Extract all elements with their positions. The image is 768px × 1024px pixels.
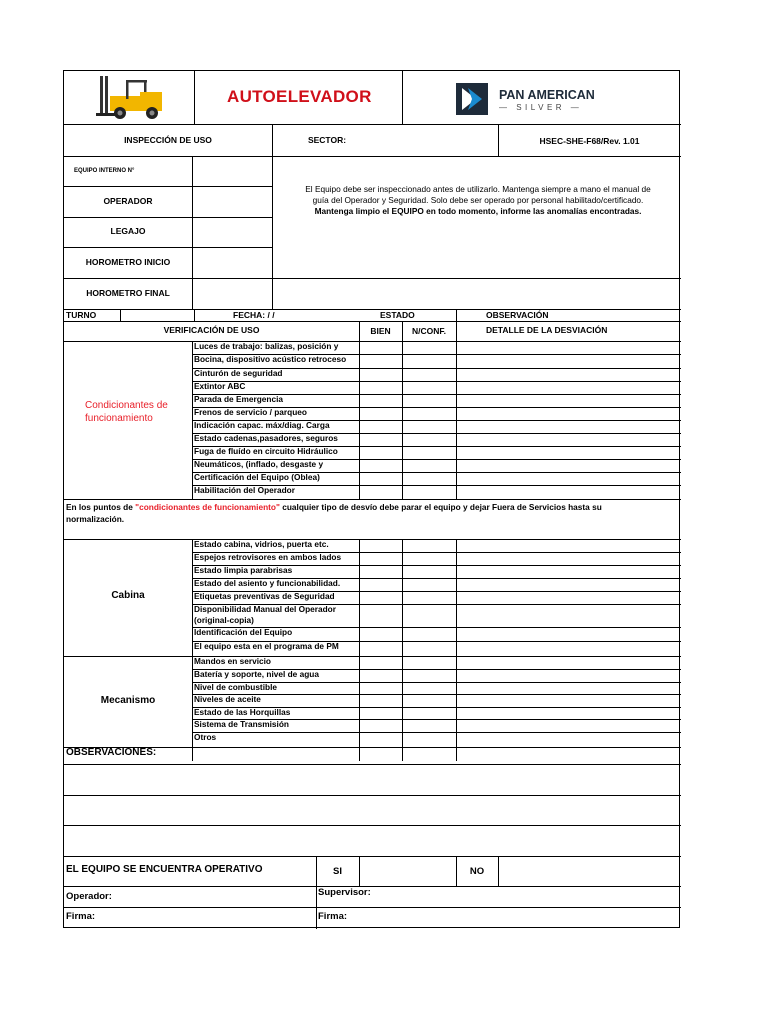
inspection-form bbox=[63, 70, 680, 928]
form-title: AUTOELEVADOR bbox=[227, 87, 372, 106]
forklift-icon bbox=[96, 76, 168, 120]
horometro-final-field[interactable] bbox=[192, 279, 272, 309]
mecanismo-item: Nivel de combustible bbox=[194, 683, 277, 692]
legajo-label: LEGAJO bbox=[110, 226, 146, 236]
firma-supervisor-field[interactable] bbox=[356, 908, 681, 929]
observaciones-line-3[interactable] bbox=[64, 826, 681, 856]
mecanismo-section-label: Mecanismo bbox=[100, 695, 156, 706]
cabina-item: El equipo esta en el programa de PM bbox=[194, 642, 339, 651]
turno-label: TURNO bbox=[66, 310, 97, 320]
cabina-item: Estado cabina, vidrios, puerta etc. bbox=[194, 540, 329, 549]
estado-label: ESTADO bbox=[380, 310, 415, 320]
legajo-field[interactable] bbox=[192, 218, 272, 247]
operador-sign-label: Operador: bbox=[66, 891, 112, 902]
condicionantes-item: Parada de Emergencia bbox=[194, 395, 284, 404]
no-label: NO bbox=[469, 866, 485, 877]
brand-name: PAN AMERICAN bbox=[499, 88, 595, 102]
condicionantes-item: Extintor ABC bbox=[194, 382, 246, 391]
no-checkbox[interactable] bbox=[499, 857, 681, 886]
form-code: HSEC-SHE-F68/Rev. 1.01 bbox=[539, 136, 640, 146]
condicionantes-item: Bocina, dispositivo acústico retroceso bbox=[194, 355, 347, 364]
mecanismo-item: Estado de las Horquillas bbox=[194, 708, 291, 717]
cabina-section-label: Cabina bbox=[111, 590, 145, 601]
condicionantes-item: Fuga de fluído en circuito Hidráulico bbox=[194, 447, 338, 456]
condicionantes-item: Habilitación del Operador bbox=[194, 486, 295, 495]
operador-field[interactable] bbox=[192, 187, 272, 217]
condicionantes-item: Frenos de servicio / parqueo bbox=[194, 408, 307, 417]
cabina-item: Estado limpia parabrisas bbox=[194, 566, 293, 575]
firma-supervisor-label: Firma: bbox=[318, 911, 348, 922]
observacion-label: OBSERVACIÓN bbox=[486, 310, 549, 320]
horometro-inicio-field[interactable] bbox=[192, 248, 272, 278]
cabina-item: Identificación del Equipo bbox=[194, 628, 293, 637]
mecanismo-item: Mandos en servicio bbox=[194, 657, 272, 666]
condicionantes-item: Neumáticos, (inflado, desgaste y bbox=[194, 460, 324, 469]
inspection-label: INSPECCIÓN DE USO bbox=[124, 135, 212, 145]
detalle-label: DETALLE DE LA DESVIACIÓN bbox=[486, 325, 608, 335]
cabina-item: Espejos retrovisores en ambos lados bbox=[194, 553, 342, 562]
observaciones-label: OBSERVACIONES: bbox=[66, 747, 157, 758]
horometro-inicio-label: HOROMETRO INICIO bbox=[85, 257, 171, 267]
condicionantes-section-label: Condicionantes de funcionamiento bbox=[85, 400, 168, 424]
verificacion-label: VERIFICACIÓN DE USO bbox=[163, 325, 260, 335]
operador-label: OPERADOR bbox=[103, 196, 153, 206]
horometro-final-label: HOROMETRO FINAL bbox=[86, 288, 170, 298]
condicionantes-item: Estado cadenas,pasadores, seguros bbox=[194, 434, 338, 443]
warning-note: En los puntos de "condicionantes de funcionamiento" cualquier tipo de desvío debe parar el equipo y dejar Fuera de Servicios hasta su normalización. bbox=[66, 502, 602, 525]
nconf-label: N/CONF. bbox=[412, 326, 446, 336]
cabina-item: Etiquetas preventivas de Seguridad bbox=[194, 592, 335, 601]
si-checkbox[interactable] bbox=[360, 857, 456, 886]
condicionantes-item: Indicación capac. máx/diag. Carga bbox=[194, 421, 330, 430]
brand-subtitle: — SILVER — bbox=[499, 103, 583, 112]
firma-operador-label: Firma: bbox=[66, 911, 96, 922]
observaciones-line-1[interactable] bbox=[64, 765, 681, 795]
supervisor-sign-label: Supervisor: bbox=[318, 887, 371, 898]
mecanismo-item: Sistema de Transmisión bbox=[194, 720, 289, 729]
cabina-item: (original-copia) bbox=[194, 616, 254, 625]
sector-label: SECTOR: bbox=[307, 135, 347, 145]
condicionantes-item: Certificación del Equipo (Oblea) bbox=[194, 473, 320, 482]
supervisor-sign-field[interactable] bbox=[382, 887, 681, 907]
operador-sign-field[interactable] bbox=[124, 887, 316, 907]
firma-operador-field[interactable] bbox=[104, 908, 316, 929]
condicionantes-item: Luces de trabajo: balizas, posición y bbox=[194, 342, 339, 351]
cabina-item: Estado del asiento y funcionabilidad. bbox=[194, 579, 341, 588]
pan-american-logo-icon bbox=[456, 83, 488, 115]
mecanismo-item: Niveles de aceite bbox=[194, 695, 261, 704]
equipo-interno-field[interactable] bbox=[192, 157, 272, 186]
mecanismo-item: Otros bbox=[194, 733, 217, 742]
condicionantes-item: Cinturón de seguridad bbox=[194, 369, 283, 378]
equipo-interno-label: EQUIPO INTERNO N° bbox=[74, 168, 135, 174]
mecanismo-item: Batería y soporte, nivel de agua bbox=[194, 670, 319, 679]
observaciones-line-2[interactable] bbox=[64, 796, 681, 825]
si-label: SI bbox=[333, 866, 342, 877]
cabina-item: Disponibilidad Manual del Operador bbox=[194, 605, 336, 614]
bien-label: BIEN bbox=[370, 326, 391, 336]
usage-notice: El Equipo debe ser inspeccionado antes de utilizarlo. Mantenga siempre a mano el manual de guía del Operador y Seguridad. Solo debe ser operado por personal habilitado/certificado. Mantenga limpio el EQUIPO en todo momento, informe las anomalías encontradas. bbox=[305, 184, 651, 216]
fecha-label: FECHA: / / bbox=[233, 310, 275, 320]
operativo-label: EL EQUIPO SE ENCUENTRA OPERATIVO bbox=[66, 864, 263, 875]
